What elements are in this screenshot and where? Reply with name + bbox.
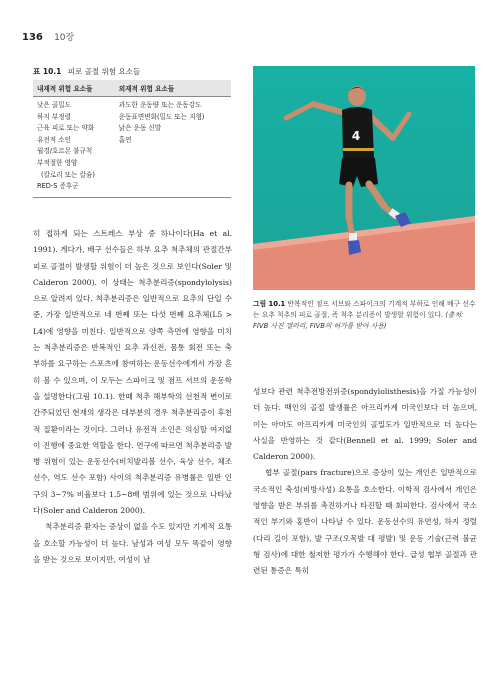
page-number: 136 bbox=[22, 32, 43, 43]
volleyball-player-illustration bbox=[253, 66, 475, 290]
table-caption bbox=[33, 66, 140, 77]
extrinsic-column bbox=[115, 97, 231, 198]
figure-caption bbox=[253, 299, 477, 332]
list-item: 낡은 운동 신발 bbox=[118, 124, 162, 133]
table-title: 피로 골절 위험 요소들 bbox=[67, 67, 141, 76]
list-item: 흡연 bbox=[118, 135, 132, 144]
list-item: 낮은 골밀도 bbox=[37, 101, 71, 109]
list-item: 과도한 운동량 또는 운동강도 bbox=[118, 101, 202, 109]
jersey-number: 4 bbox=[351, 129, 361, 143]
intrinsic-column bbox=[33, 97, 115, 198]
paragraph: 성보다 관련 척추전방전위증(spondylolisthesis)을 가질 가능성이 더 높다. 백인의 골절 발생률은 아프리카계 미국인보다 더 높으며, 이는 아마도 아프리카계 미국인의 골밀도가 일반적으로 더 높다는 사실을 반영하는 것 같다(Bennell et al. 1999; Soler and Calderon 2000). bbox=[253, 387, 477, 462]
risk-factor-table bbox=[33, 80, 231, 198]
volleyball-player-photo bbox=[253, 66, 475, 290]
list-item: 부적절한 영양 bbox=[37, 158, 78, 167]
body-column-right bbox=[253, 384, 477, 580]
paragraph: 협부 골절(pars fracture)으로 증상이 있는 개인은 일반적으로 국소적인 축성(비방사성) 요통을 호소한다. 이학적 검사에서 개인은 영향을 받은 부위를 촉진하거나 타진할 때 회피한다. 검사에서 국소적인 부기와 홍반이 나타날 수 있다. 운동선수의 유연성, 하지 정렬(다리 길이 포함), 발 구조(오목발 대 평발) 및 운동 기술(근력 불균형 검사)에 대한 철저한 평가가 수행해야 한다. 급성 협부 골절과 관련된 통증은 특히 bbox=[253, 468, 477, 576]
column-header-extrinsic: 외재적 위험 요소들 bbox=[115, 80, 231, 97]
list-item: RED-S 증후군 bbox=[37, 182, 79, 191]
list-item: 하지 부정렬 bbox=[37, 112, 71, 121]
table-label: 표 10.1 bbox=[33, 67, 62, 76]
running-header bbox=[22, 30, 74, 43]
paragraph: 척추분리증 환자는 증상이 없을 수도 있지만 기계적 요통을 호소할 가능성이 더 높다. 남성과 여성 모두 똑같이 영향을 받는 것으로 보이지만, 여성이 남 bbox=[33, 522, 232, 564]
list-item: (칼로리 또는 칼슘) bbox=[41, 170, 95, 179]
paragraph: 히 접하게 되는 스트레스 부상 중 하나이다(Ha et al. 1991). 게다가, 배구 선수들은 하부 요추 척추체의 관절간부 피로 골절이 발생할 위험이 더 높은 것으로 보인다(Soler 및 Calderon 2000). 이 상태는 척추분리증(spondylolysis)으로 알려져 있다. 척추분리증은 일반적으로 요추의 단일 수준, 가장 일반적으로 네 번째 또는 다섯 번째 요추체(L5 > L4)에 영향을 미친다. 일반적으로 양쪽 측면에 영향을 미치는 척추분리증은 반복적인 요추 과신전, 몸통 회전 또는 축 부하를 요구하는 스포츠에 참여하는 운동선수에게서 가장 흔히 볼 수 있으며, 이 모두는 스파이크 및 점프 서브의 운동학을 설명한다(그림 10.1). 한때 척추 해부학의 선천적 변이로 간주되었던 현재의 생각은 대부분의 경우 척추분리증이 후천적 질환이라는 것이다. 그러나 유전적 소인은 의심할 여지없이 진행에 중요한 역할을 한다. 연구에 따르면 척추분리증 발병 위험이 있는 운동선수(비치발리볼 선수, 육상 선수, 체조 선수, 역도 선수 포함) 사이의 척추분리증 유병률은 일반 인구의 3~7% 비율보다 1.5~8배 범위에 있는 것으로 나타났다(Soler and Calderon 2000). bbox=[33, 229, 232, 516]
list-item: 근육 피로 또는 약화 bbox=[37, 124, 95, 133]
column-header-intrinsic: 내재적 위험 요소들 bbox=[33, 80, 115, 97]
body-column-left bbox=[33, 226, 232, 568]
figure-label: 그림 10.1 bbox=[253, 300, 286, 308]
list-item: 운동표면변화(밀도 또는 지형) bbox=[118, 112, 205, 121]
chapter-label: 10장 bbox=[54, 33, 75, 43]
figure-credit: (출처: FIVB 사진 갤러리, FIVB의 허가를 받아 사용) bbox=[253, 311, 464, 330]
list-item: 월경/호르몬 불규칙 bbox=[37, 147, 93, 156]
figure-caption-text: 반복적인 점프 서브와 스파이크의 기계적 부하로 인해 배구 선수는 요추 척추의 피로 골절, 즉 척추 분리증이 발생할 위험이 있다. bbox=[253, 300, 476, 319]
list-item: 유전적 소인 bbox=[37, 135, 71, 144]
